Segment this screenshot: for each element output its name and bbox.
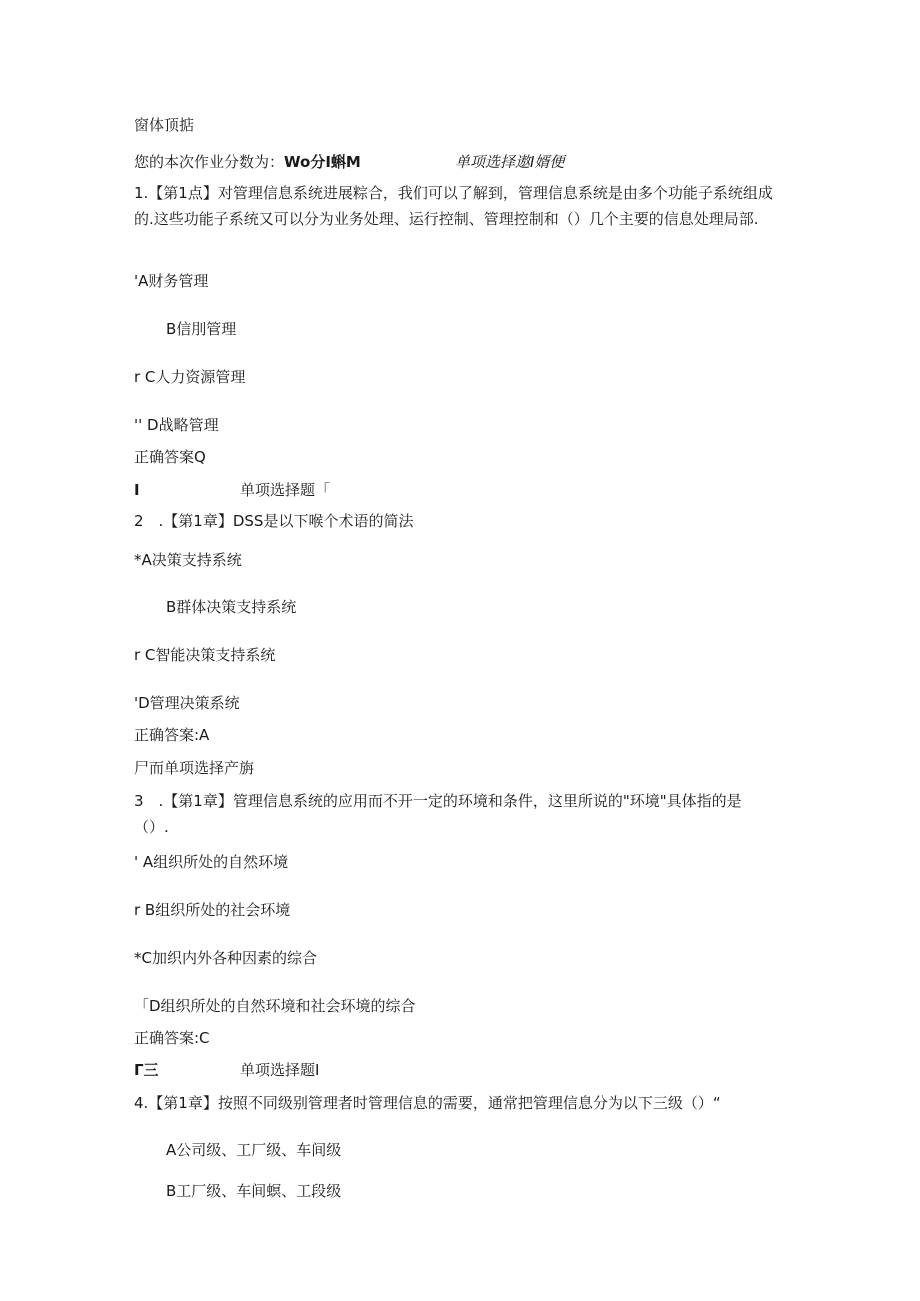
page-title: 窗体顶掂 (134, 116, 195, 134)
question-3-option-b[interactable]: r B组织所处的社会环境 (134, 901, 291, 919)
score-line (134, 152, 361, 172)
question-1-option-d[interactable]: '' D战略管理 (134, 416, 219, 434)
question-4-option-b[interactable]: B工厂级、车间螟、工段级 (166, 1182, 342, 1200)
question-2-option-d[interactable]: 'D管理决策系统 (134, 694, 240, 712)
question-1-option-c[interactable]: r C人力资源管理 (134, 368, 246, 386)
question-3-option-a[interactable]: ' A组织所处的自然环境 (134, 853, 289, 871)
question-1-option-b[interactable]: B信刖管理 (166, 320, 237, 338)
section-mark: Γ三 (134, 1061, 159, 1079)
question-3-option-c[interactable]: *C加织内外各种因素的综合 (134, 949, 317, 967)
question-2-option-b[interactable]: B群体决策支持系统 (166, 598, 297, 616)
question-3-text: 3 .【第1章】管理信息系统的应用而不开一定的环境和条件，这里所说的"环境"具体指的是（）. (134, 792, 742, 836)
question-2-text: 2 .【第1章】DSS是以下喉个术语的简法 (134, 512, 414, 530)
question-3-answer: 正确答案:C (134, 1029, 210, 1047)
question-1-answer: 正确答案Q (134, 448, 206, 466)
score-value: Wo分I蝌M (284, 153, 361, 171)
question-4-option-a[interactable]: A公司级、工厂级、车间级 (166, 1141, 342, 1159)
section-label: 尸而单项选择产旃 (134, 759, 255, 777)
section-label: 单项选择题「 (240, 481, 331, 499)
section-mark: I (134, 481, 140, 499)
question-3-option-d[interactable]: 「D组织所处的自然环境和社会环境的综合 (134, 997, 416, 1015)
question-2-answer: 正确答案:A (134, 726, 210, 744)
section-label: 单项选择题I (240, 1061, 320, 1079)
question-1-option-a[interactable]: 'A财务管理 (134, 272, 209, 290)
section-label: 单项选择遨I婿便 (455, 153, 565, 171)
score-label: 您的本次作业分数为： (134, 153, 285, 171)
question-2-option-c[interactable]: r C智能决策支持系统 (134, 646, 276, 664)
question-2-option-a[interactable]: *A决策支持系统 (134, 551, 242, 569)
question-4-text: 4.【第1章】按照不同级别管理者时管理信息的需要，通常把管理信息分为以下三级（）“ (134, 1094, 721, 1112)
question-1-text: 1.【第1点】对管理信息系统进展粽合，我们可以了解到，管理信息系统是由多个功能子系统组成的.这些功能子系统又可以分为业务处理、运行控制、管理控制和（）几个主要的信息处理局部. (134, 184, 773, 228)
